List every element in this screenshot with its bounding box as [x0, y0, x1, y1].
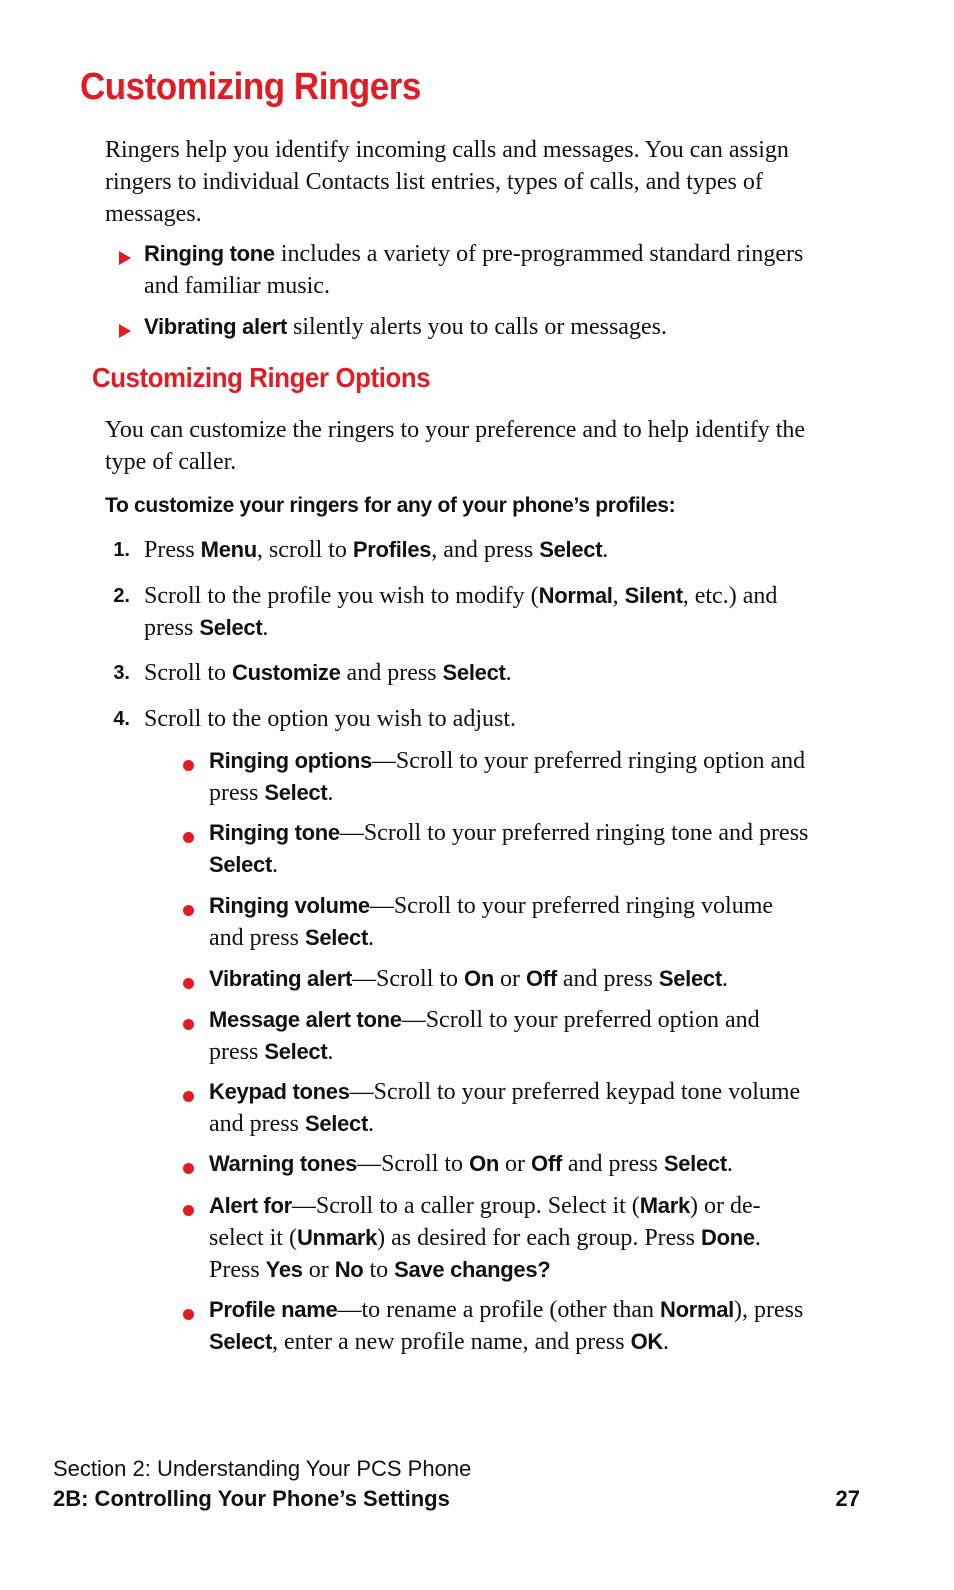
step-2 — [144, 580, 824, 644]
bold-term: Unmark — [296, 1225, 378, 1250]
section-heading: Customizing Ringer Options — [92, 362, 431, 393]
text-segment: —Scroll to — [357, 1151, 470, 1177]
text-segment: , etc.) and press — [144, 583, 778, 641]
text-segment: and press — [556, 966, 659, 992]
bold-term: No — [334, 1257, 364, 1282]
text-segment: . — [662, 1329, 669, 1355]
round-bullet-icon — [183, 1163, 194, 1174]
bold-term: Select — [209, 1329, 273, 1354]
procedure-lead: To customize your ringers for any of your phone’s profiles: — [105, 494, 676, 517]
text-segment: Scroll to the option you wish to adjust. — [144, 706, 516, 732]
text-segment: . — [368, 925, 375, 951]
bold-term: Select — [264, 780, 328, 805]
footer-chapter: 2B: Controlling Your Phone’s Settings — [53, 1486, 450, 1511]
bold-term: On — [464, 966, 494, 991]
text-segment: or — [302, 1257, 335, 1283]
option-ringing-volume — [209, 890, 809, 954]
text-segment: —Scroll to your preferred ringing tone and press — [339, 820, 809, 846]
bold-term: Alert for — [209, 1193, 292, 1218]
text-segment: , — [612, 583, 625, 609]
text-segment: . — [505, 660, 512, 686]
bold-term: Save changes? — [394, 1257, 551, 1282]
step-3 — [144, 657, 824, 689]
text-segment: . Press — [209, 1225, 761, 1283]
bold-term: Select — [658, 966, 722, 991]
round-bullet-icon — [183, 1309, 194, 1320]
round-bullet-icon — [183, 1205, 194, 1216]
text-segment: Scroll to — [144, 660, 232, 686]
bold-term: Mark — [639, 1193, 690, 1218]
text-segment: , scroll to — [256, 537, 353, 563]
text-segment: . — [272, 852, 279, 878]
text-segment: . — [327, 1039, 334, 1065]
bold-term: Keypad tones — [209, 1079, 350, 1104]
text-segment: . — [327, 780, 334, 806]
text-segment: ) or de-select it ( — [209, 1193, 761, 1251]
page-number: 27 — [835, 1486, 860, 1511]
bold-term: On — [469, 1151, 500, 1176]
option-keypad-tones — [209, 1076, 809, 1140]
bold-term: Yes — [265, 1257, 303, 1282]
text-segment: —Scroll to your preferred ringing volume and press — [209, 893, 774, 951]
bold-term: Select — [539, 537, 603, 562]
ringer-type-ringing-tone — [144, 238, 824, 302]
text-segment: —to rename a profile (other than — [337, 1297, 660, 1323]
bold-term: Off — [525, 966, 557, 991]
bold-term: Profile name — [209, 1297, 338, 1322]
round-bullet-icon — [183, 832, 194, 843]
bold-term: Off — [531, 1151, 562, 1176]
text-segment: and press — [340, 660, 443, 686]
text-segment: , enter a new profile name, and press — [272, 1329, 631, 1355]
text-segment: . — [368, 1111, 375, 1137]
description: includes a variety of pre-programmed standard ringers and familiar music. — [144, 241, 804, 299]
text-segment: . — [602, 537, 609, 563]
text-segment: and press — [561, 1151, 664, 1177]
round-bullet-icon — [183, 905, 194, 916]
text-segment: . — [262, 615, 269, 641]
round-bullet-icon — [183, 1091, 194, 1102]
page-title: Customizing Ringers — [80, 66, 421, 108]
bold-term: Profiles — [352, 537, 432, 562]
bold-term: Warning tones — [209, 1151, 358, 1176]
round-bullet-icon — [183, 978, 194, 989]
bold-term: Normal — [538, 583, 613, 608]
bold-term: Ringing tone — [209, 820, 340, 845]
bold-term: Normal — [660, 1297, 734, 1322]
text-segment: . — [726, 1151, 733, 1177]
step-1 — [144, 534, 824, 566]
ringer-type-vibrating-alert — [144, 311, 824, 343]
text-segment: to — [363, 1257, 395, 1283]
text-segment: . — [721, 966, 728, 992]
text-segment: —Scroll to — [352, 966, 465, 992]
bold-term: Done — [701, 1225, 755, 1250]
step-4 — [144, 703, 824, 735]
text-segment: —Scroll to a caller group. Select it ( — [291, 1193, 640, 1219]
round-bullet-icon — [183, 1019, 194, 1030]
description: silently alerts you to calls or messages. — [287, 314, 667, 340]
step-number: 1. — [113, 539, 130, 561]
option-message-alert-tone — [209, 1004, 809, 1068]
bold-term: Select — [663, 1151, 727, 1176]
bold-term: Ringing options — [209, 748, 372, 773]
term: Vibrating alert — [144, 314, 288, 339]
term: Ringing tone — [144, 241, 275, 266]
step-number: 4. — [113, 708, 130, 730]
bold-term: Menu — [200, 537, 257, 562]
bold-term: Select — [264, 1039, 328, 1064]
text-segment: —Scroll to your preferred keypad tone volume and press — [209, 1079, 801, 1137]
option-alert-for — [209, 1190, 809, 1286]
option-ringing-tone — [209, 817, 809, 881]
bold-term: Customize — [232, 660, 341, 685]
text-segment: Press — [144, 537, 201, 563]
text-segment: ), press — [734, 1297, 804, 1323]
bold-term: Select — [304, 1111, 369, 1136]
triangle-bullet-icon — [119, 251, 131, 265]
text-segment: ) as desired for each group. Press — [377, 1225, 701, 1251]
bold-term: Vibrating alert — [209, 966, 353, 991]
text-segment: —Scroll to your preferred ringing option and press — [209, 748, 806, 806]
bold-term: OK — [630, 1329, 663, 1354]
text-segment: or — [499, 1151, 532, 1177]
option-warning-tones — [209, 1148, 809, 1180]
text-segment: , and press — [431, 537, 540, 563]
text-segment: —Scroll to your preferred option and press — [209, 1007, 760, 1065]
text-segment: or — [493, 966, 526, 992]
bold-term: Message alert tone — [209, 1007, 402, 1032]
step-number: 3. — [113, 662, 130, 684]
option-profile-name — [209, 1294, 809, 1358]
bold-term: Select — [199, 615, 263, 640]
bold-term: Select — [209, 852, 273, 877]
text-segment: Scroll to the profile you wish to modify ( — [144, 583, 539, 609]
bold-term: Silent — [624, 583, 683, 608]
footer-section: Section 2: Understanding Your PCS Phone — [53, 1456, 472, 1481]
option-ringing-options — [209, 745, 809, 809]
bold-term: Ringing volume — [209, 893, 370, 918]
intro-paragraph: Ringers help you identify incoming calls and messages. You can assign ringers to individual Contacts list entries, types of calls, and types of messages. — [105, 137, 789, 227]
option-vibrating-alert — [209, 963, 809, 995]
bold-term: Select — [304, 925, 369, 950]
step-number: 2. — [113, 585, 130, 607]
triangle-bullet-icon — [119, 324, 131, 338]
sub-intro-paragraph: You can customize the ringers to your preference and to help identify the type of caller. — [105, 417, 806, 475]
round-bullet-icon — [183, 760, 194, 771]
bold-term: Select — [442, 660, 506, 685]
